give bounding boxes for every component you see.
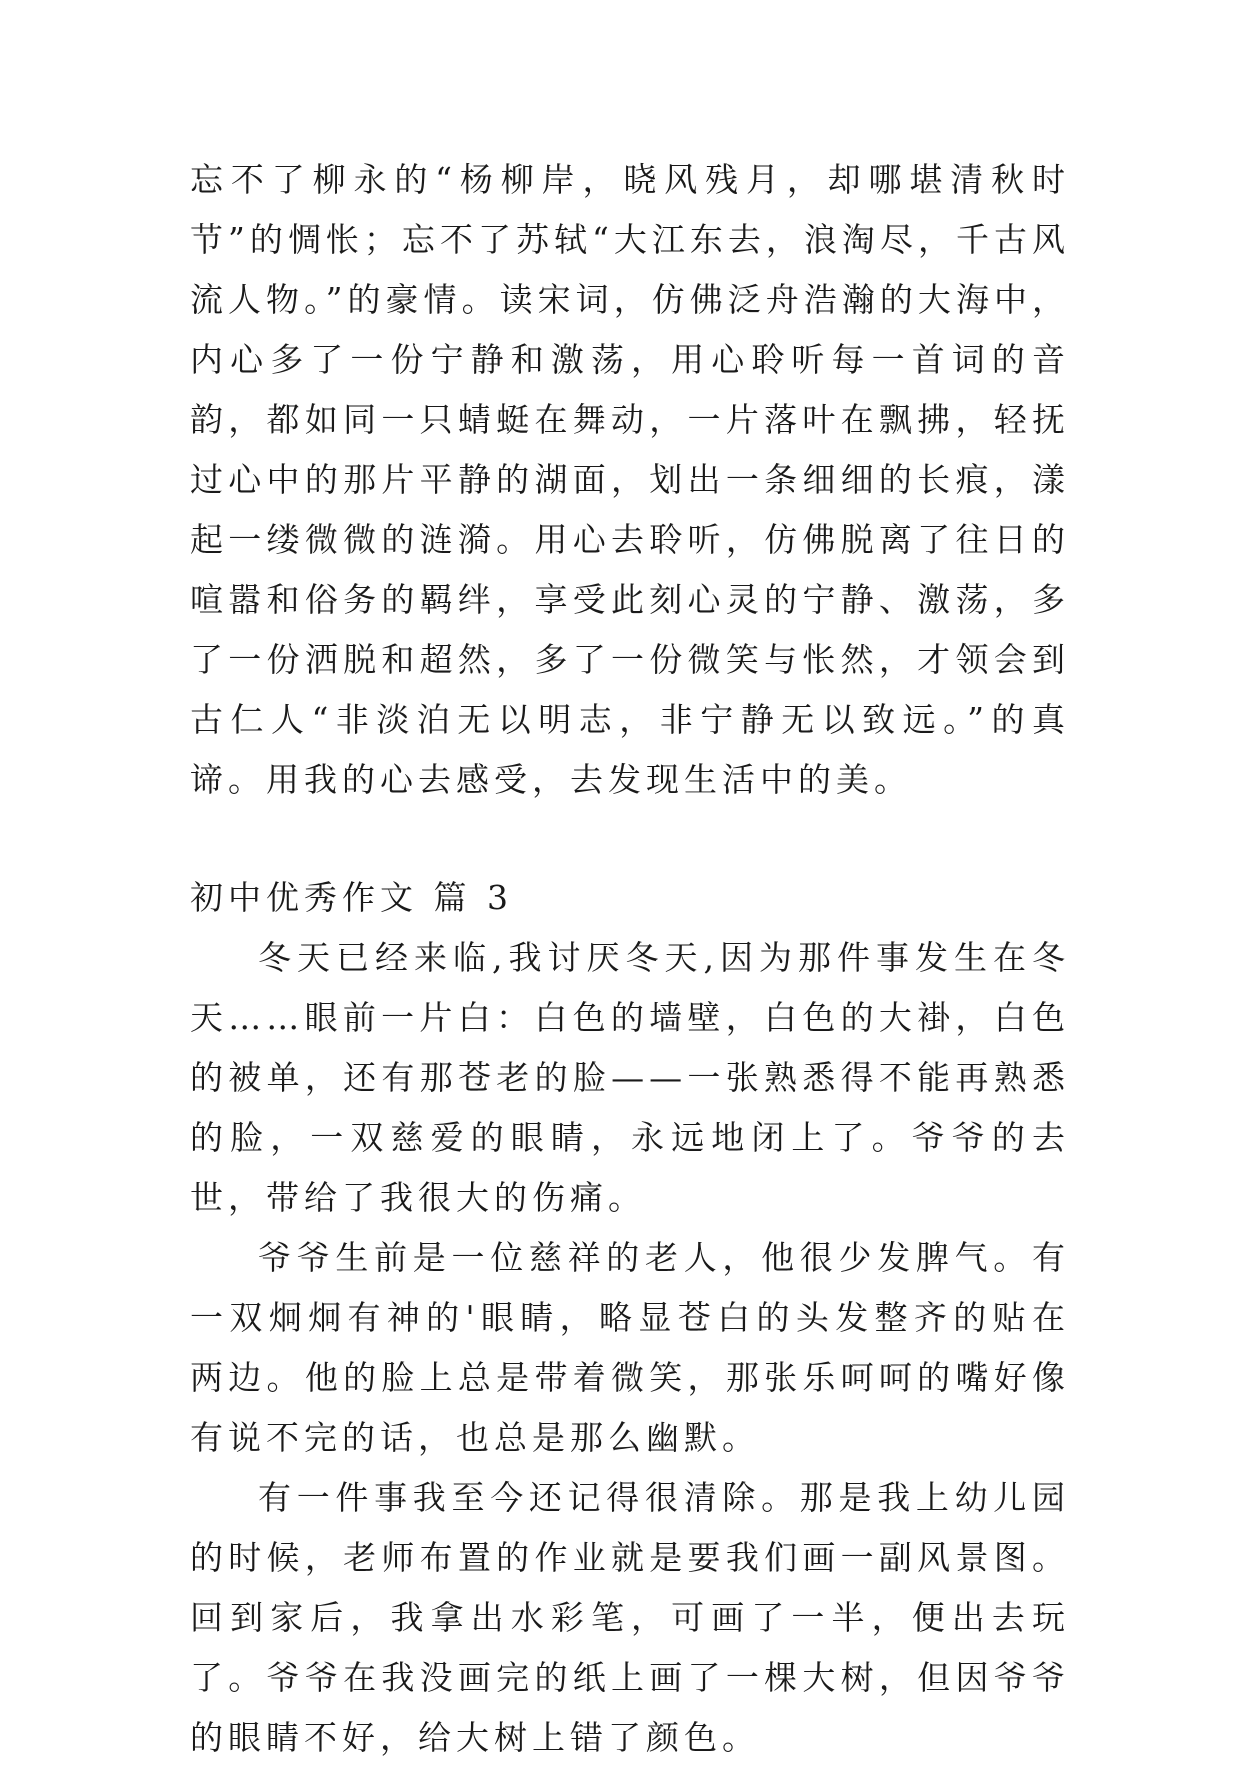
body-paragraph: 有一件事我至今还记得很清除。那是我上幼儿园的时候，老师布置的作业就是要我们画一副风景图。回到家后，我拿出水彩笔，可画了一半，便出去玩了。爷爷在我没画完的纸上画了一棵大树，但因爷爷的眼睛不好，给大树上错了颜色。 xyxy=(190,1478,1070,1757)
body-paragraph: 爷爷生前是一位慈祥的老人，他很少发脾气。有一双炯炯有神的'眼睛，略显苍白的头发整齐的贴在两边。他的脸上总是带着微笑，那张乐呵呵的嘴好像有说不完的话，也总是那么幽默。 xyxy=(190,1238,1070,1457)
document-page xyxy=(190,150,1070,1768)
body-paragraph: 忘不了柳永的“杨柳岸，晓风残月，却哪堪清秋时节”的惆怅；忘不了苏轼“大江东去，浪淘尽，千古风流人物。”的豪情。读宋词，仿佛泛舟浩瀚的大海中，内心多了一份宁静和激荡，用心聆听每一首词的音韵，都如同一只蜻蜓在舞动，一片落叶在飘拂，轻抚过心中的那片平静的湖面，划出一条细细的长痕，漾起一缕微微的涟漪。用心去聆听，仿佛脱离了往日的喧嚣和俗务的羁绊，享受此刻心灵的宁静、激荡，多了一份洒脱和超然，多了一份微笑与怅然，才领会到古仁人“非淡泊无以明志，非宁静无以致远。”的真谛。用我的心去感受，去发现生活中的美。 xyxy=(190,160,1070,799)
body-paragraph: 冬天已经来临,我讨厌冬天,因为那件事发生在冬天……眼前一片白：白色的墙壁，白色的大褂，白色的被单，还有那苍老的脸——一张熟悉得不能再熟悉的脸，一双慈爱的眼睛，永远地闭上了。爷爷的去世，带给了我很大的伤痛。 xyxy=(190,938,1070,1217)
section-heading: 初中优秀作文 篇 3 xyxy=(190,878,513,917)
